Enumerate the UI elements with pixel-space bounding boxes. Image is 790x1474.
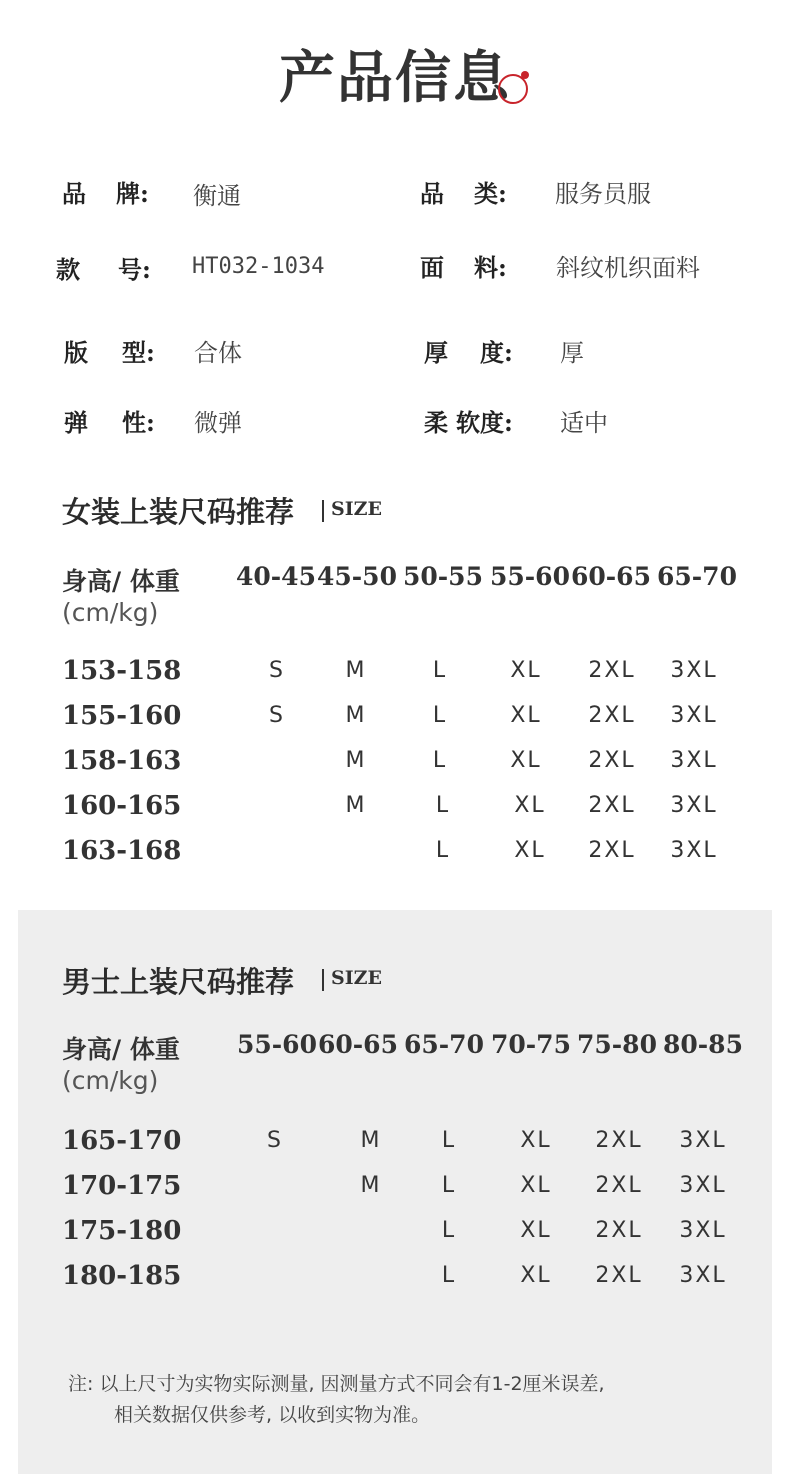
size-cell: S <box>269 658 285 683</box>
size-cell: XL <box>514 793 546 818</box>
brand-label <box>62 174 149 209</box>
brand-label-char2: 牌: <box>116 179 149 208</box>
softness-value: 适中 <box>560 409 608 437</box>
elasticity-label-char1: 弹 <box>64 408 88 437</box>
category-label-char2: 类: <box>474 179 507 208</box>
height-range-label: 163-168 <box>62 836 182 866</box>
model-label-char2: 号: <box>118 255 151 284</box>
softness-label <box>424 403 513 438</box>
women-section-divider <box>322 500 324 522</box>
size-cell: 3XL <box>679 1263 727 1288</box>
brand-label-char1: 品 <box>62 179 86 208</box>
height-range-label: 175-180 <box>62 1216 182 1246</box>
page-title: 产品信息 <box>279 45 511 111</box>
women-head-label: 身高/ 体重 <box>62 567 180 596</box>
size-column-header: 75-80 <box>577 1030 657 1059</box>
size-cell: XL <box>520 1218 552 1243</box>
title-dot-decoration <box>521 71 529 79</box>
size-cell: XL <box>510 703 542 728</box>
fit-label-char2: 型: <box>122 338 155 367</box>
softness-label-char2: 软度: <box>456 408 513 437</box>
size-cell: XL <box>514 838 546 863</box>
height-range-label: 153-158 <box>62 656 182 686</box>
note-line-2: 相关数据仅供参考, 以收到实物为准。 <box>114 1404 431 1426</box>
brand-value: 衡通 <box>193 182 241 210</box>
size-column-header: 80-85 <box>663 1030 743 1059</box>
size-cell: XL <box>510 658 542 683</box>
size-cell: 3XL <box>679 1173 727 1198</box>
size-cell: L <box>432 748 448 773</box>
category-label-char1: 品 <box>420 179 444 208</box>
elasticity-label-char2: 性: <box>122 408 155 437</box>
thickness-label <box>424 333 513 368</box>
women-section-title: 女装上装尺码推荐 <box>62 495 295 529</box>
size-cell: 3XL <box>670 793 718 818</box>
size-cell: 2XL <box>588 793 636 818</box>
size-cell: M <box>345 748 367 773</box>
men-section-divider <box>322 969 324 991</box>
size-cell: XL <box>510 748 542 773</box>
women-size-tag: SIZE <box>331 498 382 520</box>
model-label-char1: 款 <box>56 255 80 284</box>
height-range-label: 158-163 <box>62 746 182 776</box>
size-cell: 3XL <box>670 703 718 728</box>
size-cell: 3XL <box>679 1218 727 1243</box>
size-column-header: 45-50 <box>317 562 397 591</box>
fit-label-char1: 版 <box>64 338 88 367</box>
fabric-label <box>420 248 507 283</box>
size-cell: 2XL <box>588 748 636 773</box>
fabric-label-char1: 面 <box>420 253 444 282</box>
size-cell: L <box>441 1173 457 1198</box>
size-cell: M <box>360 1128 382 1153</box>
size-column-header: 55-60 <box>237 1030 317 1059</box>
size-column-header: 65-70 <box>404 1030 484 1059</box>
size-cell: S <box>269 703 285 728</box>
fit-label <box>64 333 155 368</box>
size-cell: L <box>435 793 451 818</box>
height-range-label: 155-160 <box>62 701 182 731</box>
size-cell: XL <box>520 1263 552 1288</box>
women-head-unit: (cm/kg) <box>62 598 159 627</box>
note-line-1: 注: 以上尺寸为实物实际测量, 因测量方式不同会有1-2厘米误差, <box>68 1373 605 1395</box>
size-cell: 3XL <box>679 1128 727 1153</box>
men-size-tag: SIZE <box>331 967 382 989</box>
size-column-header: 60-65 <box>318 1030 398 1059</box>
size-cell: L <box>435 838 451 863</box>
size-column-header: 65-70 <box>657 562 737 591</box>
size-column-header: 40-45 <box>236 562 316 591</box>
category-value: 服务员服 <box>555 180 651 208</box>
size-cell: M <box>345 793 367 818</box>
size-column-header: 55-60 <box>490 562 570 591</box>
softness-label-char1: 柔 <box>424 408 448 437</box>
fit-value: 合体 <box>194 339 242 367</box>
size-cell: M <box>345 658 367 683</box>
size-cell: 2XL <box>595 1128 643 1153</box>
men-section-title: 男士上装尺码推荐 <box>62 965 295 999</box>
size-column-header: 50-55 <box>403 562 483 591</box>
fabric-value: 斜纹机织面料 <box>556 254 700 282</box>
men-head-label: 身高/ 体重 <box>62 1035 180 1064</box>
size-cell: S <box>267 1128 283 1153</box>
size-cell: 2XL <box>588 838 636 863</box>
size-cell: 2XL <box>595 1173 643 1198</box>
fabric-label-char2: 料: <box>474 253 507 282</box>
thickness-value: 厚 <box>560 339 584 367</box>
category-label <box>420 174 507 209</box>
size-cell: L <box>432 658 448 683</box>
size-cell: L <box>441 1218 457 1243</box>
size-cell: L <box>432 703 448 728</box>
size-cell: L <box>441 1263 457 1288</box>
height-range-label: 170-175 <box>62 1171 182 1201</box>
size-column-header: 70-75 <box>491 1030 571 1059</box>
size-column-header: 60-65 <box>571 562 651 591</box>
size-cell: M <box>360 1173 382 1198</box>
thickness-label-char1: 厚 <box>424 338 448 367</box>
height-range-label: 180-185 <box>62 1261 182 1291</box>
elasticity-value: 微弹 <box>194 409 242 437</box>
model-value: HT032-1034 <box>192 254 325 279</box>
size-cell: 3XL <box>670 658 718 683</box>
size-cell: M <box>345 703 367 728</box>
size-cell: 2XL <box>588 703 636 728</box>
elasticity-label <box>64 403 155 438</box>
size-cell: XL <box>520 1173 552 1198</box>
size-cell: 2XL <box>588 658 636 683</box>
thickness-label-char2: 度: <box>480 338 513 367</box>
size-cell: L <box>441 1128 457 1153</box>
model-label <box>56 250 151 285</box>
men-head-unit: (cm/kg) <box>62 1066 159 1095</box>
height-range-label: 165-170 <box>62 1126 182 1156</box>
size-cell: 2XL <box>595 1218 643 1243</box>
size-cell: 3XL <box>670 838 718 863</box>
height-range-label: 160-165 <box>62 791 182 821</box>
size-cell: XL <box>520 1128 552 1153</box>
size-cell: 2XL <box>595 1263 643 1288</box>
size-cell: 3XL <box>670 748 718 773</box>
